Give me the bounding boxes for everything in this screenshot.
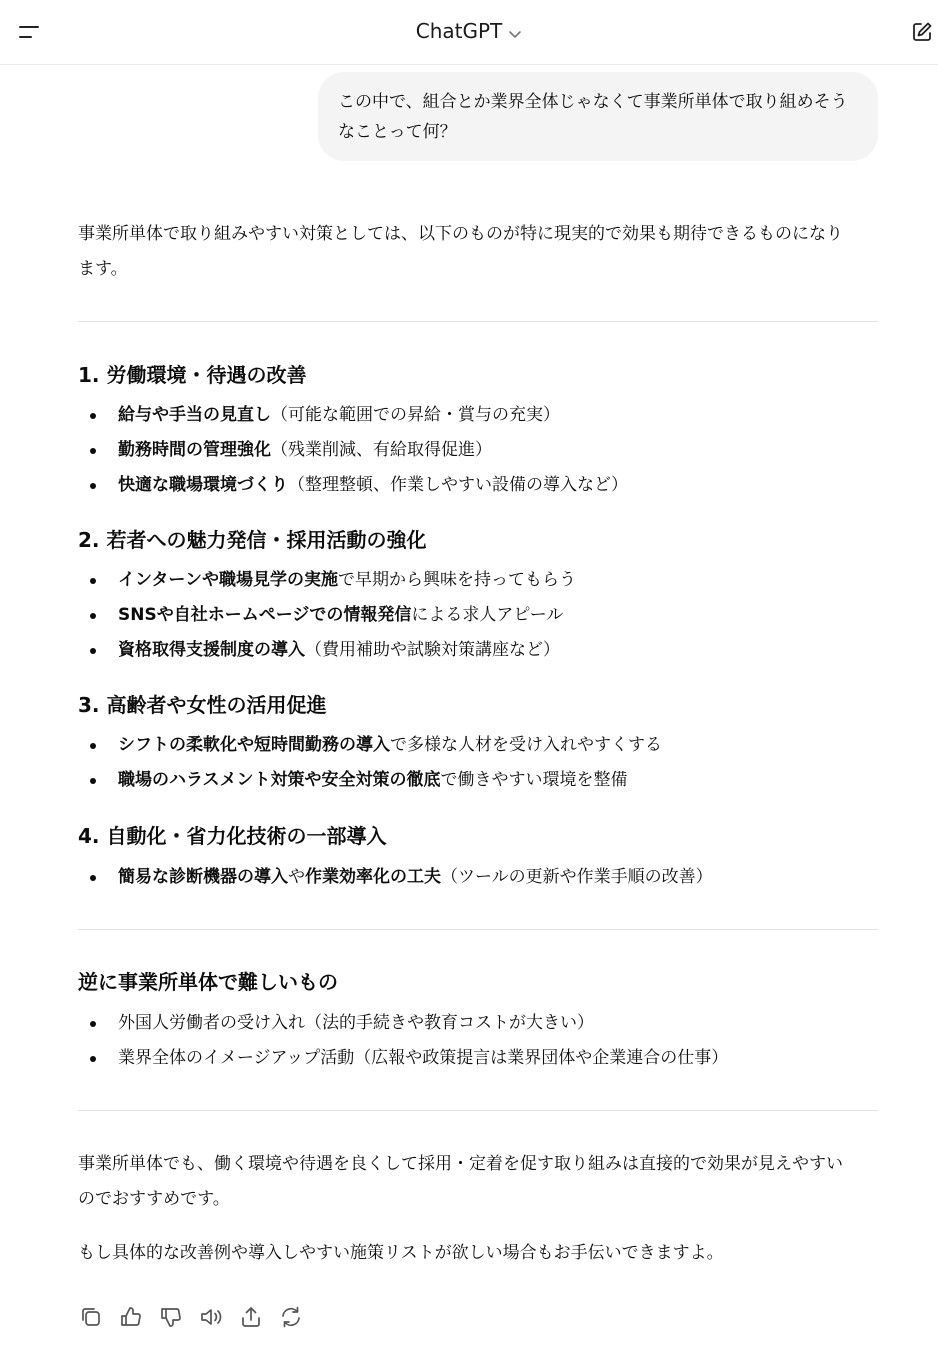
model-selector[interactable] bbox=[0, 19, 938, 45]
new-chat-edit-icon[interactable] bbox=[910, 20, 934, 44]
list-item: シフトの柔軟化や短時間勤務の導入で多様な人材を受け入れやすくする bbox=[118, 730, 662, 760]
thumbs-down-icon[interactable] bbox=[158, 1304, 184, 1330]
regenerate-icon[interactable] bbox=[278, 1304, 304, 1330]
list-item: 簡易な診断機器の導入や作業効率化の工夫（ツールの更新や作業手順の改善） bbox=[118, 862, 713, 892]
intro-paragraph bbox=[78, 217, 878, 287]
offer-paragraph: もし具体的な改善例や導入しやすい施策リストが欲しい場合もお手伝いできますよ。 bbox=[78, 1243, 724, 1263]
user-message-line: なことって何？ bbox=[338, 122, 457, 142]
user-message-bubble bbox=[318, 72, 878, 161]
list-item: 職場のハラスメント対策や安全対策の徹底で働きやすい環境を整備 bbox=[118, 765, 628, 795]
thumbs-up-icon[interactable] bbox=[118, 1304, 144, 1330]
chevron-down-icon[interactable] bbox=[508, 21, 522, 45]
list-item: SNSや自社ホームページでの情報発信による求人アピール bbox=[118, 600, 563, 630]
section-heading: 3. 高齢者や女性の活用促進 bbox=[78, 693, 327, 717]
list-item: 資格取得支援制度の導入（費用補助や試験対策講座など） bbox=[118, 635, 560, 665]
divider bbox=[78, 1110, 878, 1111]
closing-paragraph bbox=[78, 1147, 878, 1217]
share-icon[interactable] bbox=[238, 1304, 264, 1330]
user-message-line: この中で、組合とか業界全体じゃなくて事業所単体で取り組めそう bbox=[338, 92, 848, 112]
section-heading: 4. 自動化・省力化技術の一部導入 bbox=[78, 824, 387, 848]
list-item: インターンや職場見学の実施で早期から興味を持ってもらう bbox=[118, 565, 576, 595]
closing-line: 事業所単体でも、働く環境や待遇を良くして採用・定着を促す取り組みは直接的で効果が見えやすい bbox=[78, 1154, 843, 1174]
list-item: 勤務時間の管理強化（残業削減、有給取得促進） bbox=[118, 435, 492, 465]
list-item: 給与や手当の見直し（可能な範囲での昇給・賞与の充実） bbox=[118, 400, 560, 430]
section-heading: 逆に事業所単体で難しいもの bbox=[78, 970, 338, 994]
app-title[interactable]: ChatGPT bbox=[415, 19, 503, 43]
intro-line: ます。 bbox=[78, 259, 128, 279]
divider bbox=[78, 321, 878, 322]
list-item: 快適な職場環境づくり（整理整頓、作業しやすい設備の導入など） bbox=[118, 470, 628, 500]
list-item: 業界全体のイメージアップ活動（広報や政策提言は業界団体や企業連合の仕事） bbox=[118, 1043, 728, 1073]
read-aloud-icon[interactable] bbox=[198, 1304, 224, 1330]
top-bar bbox=[0, 0, 938, 65]
divider bbox=[78, 929, 878, 930]
section-heading: 1. 労働環境・待遇の改善 bbox=[78, 363, 307, 387]
copy-icon[interactable] bbox=[78, 1304, 104, 1330]
list-item: 外国人労働者の受け入れ（法的手続きや教育コストが大きい） bbox=[118, 1008, 594, 1038]
section-heading: 2. 若者への魅力発信・採用活動の強化 bbox=[78, 528, 427, 552]
intro-line: 事業所単体で取り組みやすい対策としては、以下のものが特に現実的で効果も期待できるものになり bbox=[78, 224, 843, 244]
closing-line: のでおすすめです。 bbox=[78, 1189, 230, 1209]
